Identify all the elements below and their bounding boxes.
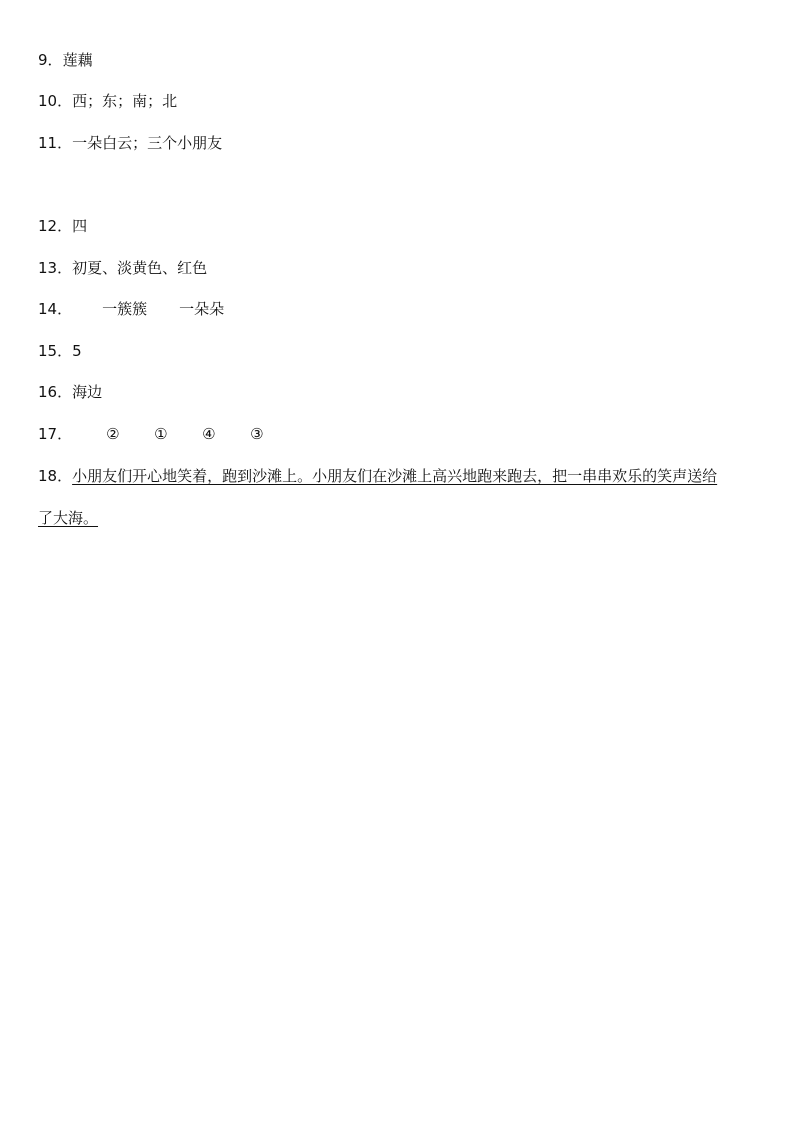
separator: ． [57,92,73,110]
answer-9 [38,50,93,70]
question-number: 11 [38,134,58,152]
separator: ． [57,259,73,277]
separator: ． [57,383,73,401]
question-number: 14 [38,300,58,318]
order-choice-1: ② [106,425,120,443]
question-number: 12 [38,217,58,235]
question-number: 15 [38,342,58,360]
answer-text: 海边 [72,383,103,401]
answer-text: 5 [72,342,82,360]
separator: ． [57,300,73,318]
answer-text: 初夏、淡黄色、红色 [72,259,208,277]
question-number: 18 [38,467,58,485]
answer-text: 西；东；南；北 [72,92,178,110]
answer-13 [38,258,207,278]
question-number: 17 [38,425,58,443]
order-choice-3: ④ [202,425,216,443]
answer-15 [38,341,82,361]
answer-blank-1: 一簇簇 [102,300,148,318]
answer-text-line-2: 了大海。 [38,509,99,527]
answer-11 [38,133,222,153]
question-number: 13 [38,259,58,277]
separator: ． [57,467,73,485]
question-number: 10 [38,92,58,110]
answer-17 [38,424,298,444]
answer-text: 一朵白云；三个小朋友 [72,134,223,152]
question-number: 9 [38,51,48,69]
order-choice-2: ① [154,425,168,443]
answer-18 [38,466,758,486]
separator: ． [57,342,73,360]
answer-10 [38,91,177,111]
answer-14 [38,299,224,319]
answer-text-line-1: 小朋友们开心地笑着，跑到沙滩上。小朋友们在沙滩上高兴地跑来跑去，把一串串欢乐的笑声送给 [72,467,718,485]
separator: ． [57,425,73,443]
separator: ． [57,217,73,235]
answer-16 [38,382,102,402]
answer-blank-2: 一朵朵 [179,300,225,318]
answer-18-continued [38,508,98,528]
answer-text: 四 [72,217,88,235]
answer-12 [38,216,87,236]
question-number: 16 [38,383,58,401]
separator: ． [47,51,63,69]
order-choice-4: ③ [250,425,264,443]
answer-text: 莲藕 [62,51,93,69]
separator: ． [57,134,73,152]
